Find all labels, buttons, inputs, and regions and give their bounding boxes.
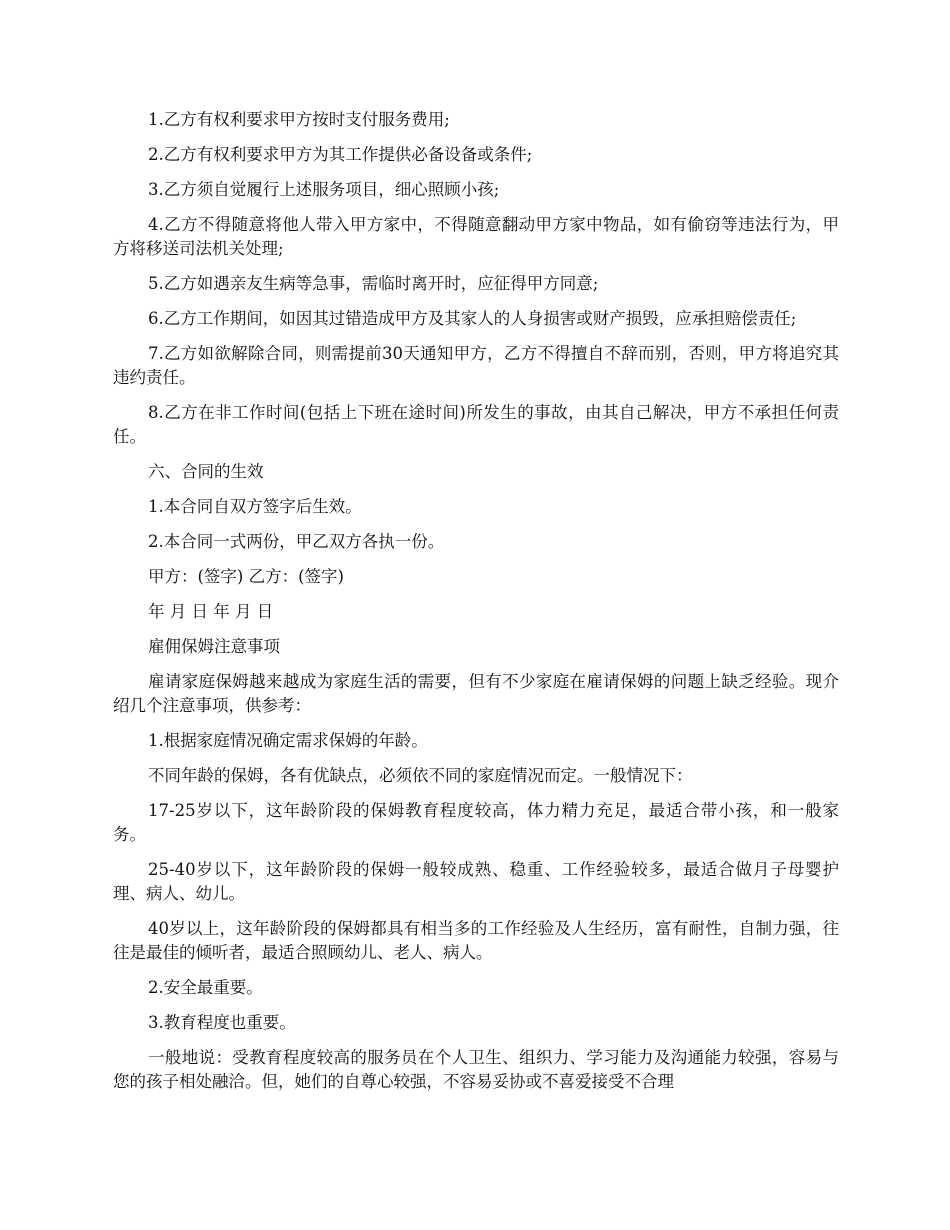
clause-party-b-no-visitors: 4.乙方不得随意将他人带入甲方家中，不得随意翻动甲方家中物品，如有偷窃等违法行为，甲方将移送司法机关处理; bbox=[113, 215, 839, 258]
clause-party-b-emergency-leave: 5.乙方如遇亲友生病等急事，需临时离开时，应征得甲方同意; bbox=[148, 274, 599, 293]
clause-party-b-duty-care: 3.乙方须自觉履行上述服务项目，细心照顾小孩; bbox=[148, 180, 500, 199]
tip-age-intro: 不同年龄的保姆，各有优缺点，必须依不同的家庭情况而定。一般情况下： bbox=[148, 766, 693, 785]
tip-age-25-40: 25-40岁以下，这年龄阶段的保姆一般较成熟、稳重、工作经验较多，最适合做月子母婴护理、病人、幼儿。 bbox=[113, 860, 839, 903]
tip-age-17-25: 17-25岁以下，这年龄阶段的保姆教育程度较高，体力精力充足，最适合带小孩，和一般家务。 bbox=[113, 801, 839, 844]
clause-party-b-right-payment: 1.乙方有权利要求甲方按时支付服务费用; bbox=[148, 110, 450, 129]
clause-effect-copies: 2.本合同一式两份，甲乙双方各执一份。 bbox=[148, 532, 445, 551]
clause-effect-signing: 1.本合同自双方签字后生效。 bbox=[148, 497, 362, 516]
clause-party-b-off-duty: 8.乙方在非工作时间(包括上下班在途时间)所发生的事故，由其自己解决，甲方不承担任何责任。 bbox=[113, 403, 839, 446]
clause-party-b-right-equipment: 2.乙方有权利要求甲方为其工作提供必备设备或条件; bbox=[148, 145, 533, 164]
tip-education-body: 一般地说：受教育程度较高的服务员在个人卫生、组织力、学习能力及沟通能力较强，容易与您的孩子相处融洽。但，她们的自尊心较强，不容易妥协或不喜爱接受不合理 bbox=[113, 1048, 839, 1091]
article-title: 雇佣保姆注意事项 bbox=[148, 637, 280, 656]
tip-age-heading: 1.根据家庭情况确定需求保姆的年龄。 bbox=[148, 731, 428, 750]
article-intro: 雇请家庭保姆越来越成为家庭生活的需要，但有不少家庭在雇请保姆的问题上缺乏经验。现介绍几个注意事项，供参考： bbox=[113, 672, 839, 715]
tip-safety-heading: 2.安全最重要。 bbox=[148, 978, 263, 997]
clause-party-b-liability: 6.乙方工作期间，如因其过错造成甲方及其家人的人身损害或财产损毁，应承担赔偿责任; bbox=[148, 309, 797, 328]
tip-education-heading: 3.教育程度也重要。 bbox=[148, 1013, 296, 1032]
document-body bbox=[113, 108, 839, 1105]
signature-line: 甲方：(签字) 乙方：(签字) bbox=[148, 567, 344, 586]
tip-age-40-plus: 40岁以上，这年龄阶段的保姆都具有相当多的工作经验及人生经历，富有耐性，自制力强，往往是最佳的倾听者，最适合照顾幼儿、老人、病人。 bbox=[113, 919, 839, 962]
date-line: 年 月 日 年 月 日 bbox=[148, 602, 274, 621]
clause-party-b-termination: 7.乙方如欲解除合同，则需提前30天通知甲方，乙方不得擅自不辞而别，否则，甲方将追究其违约责任。 bbox=[113, 344, 839, 387]
section-heading-effect: 六、合同的生效 bbox=[148, 462, 264, 481]
